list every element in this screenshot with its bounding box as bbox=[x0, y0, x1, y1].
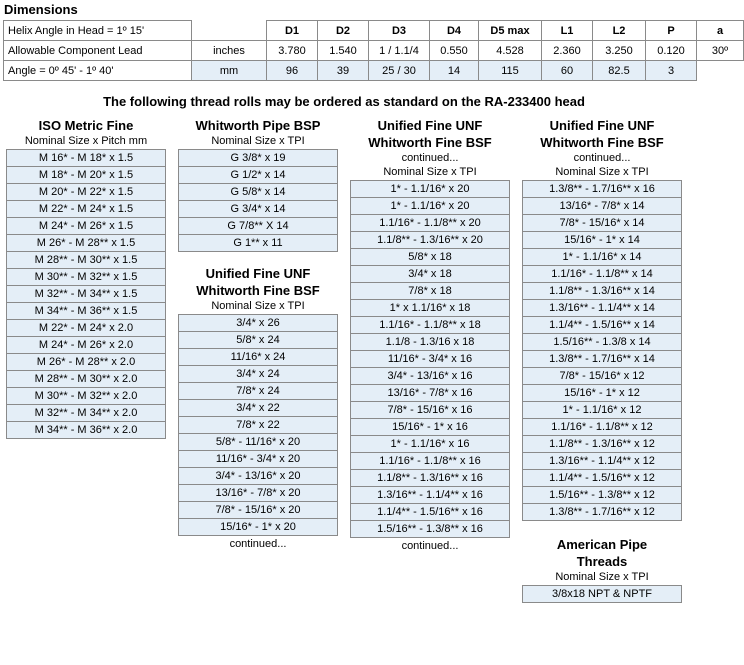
list-item: 7/8* - 15/16* x 12 bbox=[522, 368, 682, 385]
table-row bbox=[4, 21, 744, 41]
table-row bbox=[4, 61, 744, 81]
dim-row2-d2: 39 bbox=[318, 61, 369, 81]
dim-row1-label: Allowable Component Lead bbox=[4, 41, 192, 61]
table-row bbox=[4, 41, 744, 61]
col2-footer: continued... bbox=[229, 538, 287, 550]
list-item: 7/8* x 22 bbox=[178, 417, 338, 434]
list-item: 15/16* - 1* x 20 bbox=[178, 519, 338, 536]
list-item: 1.1/4** - 1.5/16** x 14 bbox=[522, 317, 682, 334]
list-item: 1.5/16** - 1.3/8** x 16 bbox=[350, 521, 510, 538]
dim-row1-d1: 3.780 bbox=[267, 41, 318, 61]
dim-col-d2: D2 bbox=[318, 21, 369, 41]
list-item: G 1/2* x 14 bbox=[178, 167, 338, 184]
list-item: M 34** - M 36** x 2.0 bbox=[6, 422, 166, 439]
dim-row2-p: 3 bbox=[646, 61, 697, 81]
dim-col-d4: D4 bbox=[430, 21, 479, 41]
col2-second-subtitle: Nominal Size x TPI bbox=[211, 300, 305, 312]
dimensions-title: Dimensions bbox=[4, 2, 78, 17]
col2-subtitle: Nominal Size x TPI bbox=[211, 135, 305, 147]
list-item: 1.1/16* - 1.1/8** x 18 bbox=[350, 317, 510, 334]
col4-subtitle: Nominal Size x TPI bbox=[555, 166, 649, 178]
list-item: M 16* - M 18* x 1.5 bbox=[6, 150, 166, 167]
list-item: 3/4* x 26 bbox=[178, 315, 338, 332]
list-item: M 30** - M 32** x 1.5 bbox=[6, 269, 166, 286]
dim-row2-a bbox=[697, 61, 744, 81]
list-item: G 1** x 11 bbox=[178, 235, 338, 252]
col4-title2: Whitworth Fine BSF bbox=[540, 135, 664, 150]
list-item: 13/16* - 7/8* x 20 bbox=[178, 485, 338, 502]
dim-row0-unit bbox=[192, 21, 267, 41]
col3-note: continued... bbox=[401, 152, 459, 164]
list-item: 3/4* x 24 bbox=[178, 366, 338, 383]
column-unified-fine-unf-1 bbox=[350, 118, 510, 554]
list-item: 11/16* x 24 bbox=[178, 349, 338, 366]
list-item: 1.1/8 - 1.3/16 x 18 bbox=[350, 334, 510, 351]
col3-title2: Whitworth Fine BSF bbox=[368, 135, 492, 150]
list-item: 1.3/8** - 1.7/16** x 16 bbox=[522, 181, 682, 198]
list-item: 1.1/16* - 1.1/8** x 20 bbox=[350, 215, 510, 232]
list-item: M 34** - M 36** x 1.5 bbox=[6, 303, 166, 320]
list-item: 11/16* - 3/4* x 20 bbox=[178, 451, 338, 468]
list-item: 1.5/16** - 1.3/8** x 12 bbox=[522, 487, 682, 504]
dim-row1-l1: 2.360 bbox=[542, 41, 593, 61]
list-item: M 32** - M 34** x 2.0 bbox=[6, 405, 166, 422]
dim-row2-d1: 96 bbox=[267, 61, 318, 81]
list-item: M 28** - M 30** x 1.5 bbox=[6, 252, 166, 269]
list-item: 7/8* - 15/16* x 14 bbox=[522, 215, 682, 232]
list-item: 1* - 1.1/16* x 20 bbox=[350, 181, 510, 198]
dim-row1-l2: 3.250 bbox=[593, 41, 646, 61]
list-item: M 22* - M 24* x 1.5 bbox=[6, 201, 166, 218]
banner-text: The following thread rolls may be ordered as standard on the RA-233400 head bbox=[103, 94, 585, 109]
column-whitworth-pipe-bsp bbox=[178, 118, 338, 552]
list-item: 1* - 1.1/16* x 20 bbox=[350, 198, 510, 215]
list-item: 7/8* - 15/16* x 20 bbox=[178, 502, 338, 519]
list-item: 1.1/16* - 1.1/8** x 14 bbox=[522, 266, 682, 283]
list-item: 1.1/8** - 1.3/16** x 12 bbox=[522, 436, 682, 453]
list-item: 15/16* - 1* x 12 bbox=[522, 385, 682, 402]
dim-row1-unit: inches bbox=[192, 41, 267, 61]
col4-tail-subtitle: Nominal Size x TPI bbox=[555, 571, 649, 583]
list-item: 7/8* - 15/16* x 16 bbox=[350, 402, 510, 419]
dim-row2-d5max: 115 bbox=[479, 61, 542, 81]
list-item: M 20* - M 22* x 1.5 bbox=[6, 184, 166, 201]
list-item: 3/4* - 13/16* x 16 bbox=[350, 368, 510, 385]
dim-row2-d3: 25 / 30 bbox=[369, 61, 430, 81]
col3-title: Unified Fine UNF bbox=[377, 118, 483, 133]
dim-row2-l2: 82.5 bbox=[593, 61, 646, 81]
col4-tail-block bbox=[522, 537, 682, 603]
col1-list bbox=[6, 149, 166, 439]
list-item: 5/8* - 11/16* x 20 bbox=[178, 434, 338, 451]
list-item: 7/8* x 24 bbox=[178, 383, 338, 400]
list-item: M 26* - M 28** x 1.5 bbox=[6, 235, 166, 252]
list-item: 1.3/16** - 1.1/4** x 16 bbox=[350, 487, 510, 504]
dim-col-d5max: D5 max bbox=[479, 21, 542, 41]
list-item: 1.1/4** - 1.5/16** x 12 bbox=[522, 470, 682, 487]
list-item: 15/16* - 1* x 16 bbox=[350, 419, 510, 436]
col3-footer: continued... bbox=[401, 540, 459, 552]
column-iso-metric-fine bbox=[6, 118, 166, 439]
list-item: M 24* - M 26* x 2.0 bbox=[6, 337, 166, 354]
dim-row2-unit: mm bbox=[192, 61, 267, 81]
list-item: 13/16* - 7/8* x 14 bbox=[522, 198, 682, 215]
col2-title: Whitworth Pipe BSP bbox=[195, 118, 321, 133]
list-item: 15/16* - 1* x 14 bbox=[522, 232, 682, 249]
col2-second-title2: Whitworth Fine BSF bbox=[196, 283, 320, 298]
list-item: 1* - 1.1/16* x 16 bbox=[350, 436, 510, 453]
list-item: M 32** - M 34** x 1.5 bbox=[6, 286, 166, 303]
col1-subtitle: Nominal Size x Pitch mm bbox=[24, 135, 148, 147]
col3-subtitle: Nominal Size x TPI bbox=[383, 166, 477, 178]
list-item: 5/8* x 24 bbox=[178, 332, 338, 349]
list-item: G 3/4* x 14 bbox=[178, 201, 338, 218]
col2-second-list bbox=[178, 314, 338, 536]
dim-row1-a: 30º bbox=[697, 41, 744, 61]
dim-col-l2: L2 bbox=[593, 21, 646, 41]
col4-note: continued... bbox=[573, 152, 631, 164]
list-item: 1.3/16** - 1.1/4** x 12 bbox=[522, 453, 682, 470]
dim-row1-p: 0.120 bbox=[646, 41, 697, 61]
col2-second-title: Unified Fine UNF bbox=[205, 266, 311, 281]
list-item: 7/8* x 18 bbox=[350, 283, 510, 300]
list-item: G 5/8* x 14 bbox=[178, 184, 338, 201]
list-item: 3/8x18 NPT & NPTF bbox=[522, 586, 682, 603]
list-item: 1.1/4** - 1.5/16** x 16 bbox=[350, 504, 510, 521]
list-item: G 3/8* x 19 bbox=[178, 150, 338, 167]
list-item: 3/4* x 22 bbox=[178, 400, 338, 417]
list-item: M 18* - M 20* x 1.5 bbox=[6, 167, 166, 184]
list-item: 5/8* x 18 bbox=[350, 249, 510, 266]
dim-row1-d4: 0.550 bbox=[430, 41, 479, 61]
dim-col-d1: D1 bbox=[267, 21, 318, 41]
col2-list bbox=[178, 149, 338, 252]
list-item: 1* - 1.1/16* x 14 bbox=[522, 249, 682, 266]
dim-row1-d3: 1 / 1.1/4 bbox=[369, 41, 430, 61]
list-item: 1.3/16** - 1.1/4** x 14 bbox=[522, 300, 682, 317]
dim-row1-d5max: 4.528 bbox=[479, 41, 542, 61]
dim-row2-l1: 60 bbox=[542, 61, 593, 81]
list-item: M 26* - M 28** x 2.0 bbox=[6, 354, 166, 371]
list-item: 1.1/16* - 1.1/8** x 16 bbox=[350, 453, 510, 470]
col1-title: ISO Metric Fine bbox=[38, 118, 134, 133]
list-item: 11/16* - 3/4* x 16 bbox=[350, 351, 510, 368]
thread-roll-columns bbox=[0, 118, 688, 603]
dim-col-p: P bbox=[646, 21, 697, 41]
list-item: 1* - 1.1/16* x 12 bbox=[522, 402, 682, 419]
list-item: M 30** - M 32** x 2.0 bbox=[6, 388, 166, 405]
list-item: 13/16* - 7/8* x 16 bbox=[350, 385, 510, 402]
list-item: 1.1/16* - 1.1/8** x 12 bbox=[522, 419, 682, 436]
list-item: G 7/8** X 14 bbox=[178, 218, 338, 235]
dim-row1-d2: 1.540 bbox=[318, 41, 369, 61]
list-item: 1.1/8** - 1.3/16** x 16 bbox=[350, 470, 510, 487]
list-item: 3/4* x 18 bbox=[350, 266, 510, 283]
list-item: 1.1/8** - 1.3/16** x 20 bbox=[350, 232, 510, 249]
col3-list bbox=[350, 180, 510, 538]
dim-row0-label: Helix Angle in Head = 1º 15' bbox=[4, 21, 192, 41]
list-item: M 22* - M 24* x 2.0 bbox=[6, 320, 166, 337]
list-item: 1* x 1.1/16* x 18 bbox=[350, 300, 510, 317]
list-item: M 24* - M 26* x 1.5 bbox=[6, 218, 166, 235]
dimensions-table bbox=[3, 20, 744, 81]
col4-tail-list bbox=[522, 585, 682, 603]
list-item: 1.1/8** - 1.3/16** x 14 bbox=[522, 283, 682, 300]
dim-row2-d4: 14 bbox=[430, 61, 479, 81]
dim-col-l1: L1 bbox=[542, 21, 593, 41]
dim-col-d3: D3 bbox=[369, 21, 430, 41]
dim-col-a: a bbox=[697, 21, 744, 41]
col4-title: Unified Fine UNF bbox=[549, 118, 655, 133]
list-item: 1.3/8** - 1.7/16** x 12 bbox=[522, 504, 682, 521]
list-item: 3/4* - 13/16* x 20 bbox=[178, 468, 338, 485]
list-item: 1.5/16** - 1.3/8 x 14 bbox=[522, 334, 682, 351]
col4-tail-title2: Threads bbox=[576, 554, 628, 569]
list-item: M 28** - M 30** x 2.0 bbox=[6, 371, 166, 388]
dim-row2-label: Angle = 0º 45' - 1º 40' bbox=[4, 61, 192, 81]
col4-tail-title: American Pipe bbox=[556, 537, 648, 552]
col4-list bbox=[522, 180, 682, 521]
column-unified-fine-unf-2 bbox=[522, 118, 682, 603]
list-item: 1.3/8** - 1.7/16** x 14 bbox=[522, 351, 682, 368]
